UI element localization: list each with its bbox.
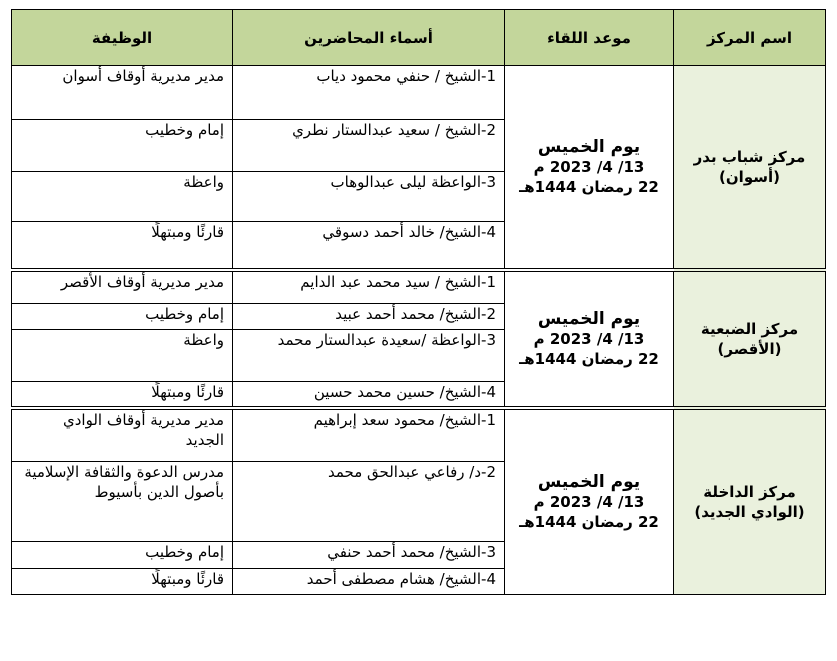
date-hijri: 22 رمضان 1444هـ [519, 512, 659, 531]
lecturer-name: 2-د/ رفاعي عبدالحق محمد [233, 462, 505, 542]
header-names: أسماء المحاضرين [233, 10, 505, 66]
date-cell [505, 66, 674, 270]
lecturer-name: 1-الشيخ / سيد محمد عبد الدايم [233, 270, 505, 304]
lecturer-job: قارئًا ومبتهلًا [12, 569, 233, 595]
center-name: مركز الضبعية [700, 319, 799, 338]
center-name: مركز الداخلة [703, 482, 796, 501]
table-row [12, 66, 826, 120]
center-governorate: (الأقصر) [717, 339, 782, 358]
lecturer-job: إمام وخطيب [12, 304, 233, 330]
header-date: موعد اللقاء [505, 10, 674, 66]
center-governorate: (الوادي الجديد) [694, 502, 805, 521]
date-cell [505, 270, 674, 408]
date-day: يوم الخميس [537, 308, 641, 329]
lecturer-name: 2-الشيخ/ محمد أحمد عبيد [233, 304, 505, 330]
lecturer-name: 4-الشيخ/ خالد أحمد دسوقي [233, 222, 505, 270]
lecturer-job: مدير مديرية أوقاف الأقصر [12, 270, 233, 304]
lecturer-job: إمام وخطيب [12, 120, 233, 172]
date-hijri: 22 رمضان 1444هـ [519, 177, 659, 196]
lecturer-job: واعظة [12, 330, 233, 382]
center-cell [674, 270, 826, 408]
header-center: اسم المركز [674, 10, 826, 66]
lecturer-name: 1-الشيخ / حنفي محمود دياب [233, 66, 505, 120]
lecturer-name: 4-الشيخ/ هشام مصطفى أحمد [233, 569, 505, 595]
date-gregorian: 13/ 4/ 2023 م [533, 492, 645, 511]
lecturer-job: قارئًا ومبتهلًا [12, 382, 233, 408]
date-day: يوم الخميس [537, 471, 641, 492]
schedule-table [11, 9, 826, 595]
center-cell [674, 408, 826, 595]
lecturer-name: 3-الواعظة ليلى عبدالوهاب [233, 172, 505, 222]
lecturer-job: إمام وخطيب [12, 542, 233, 569]
date-hijri: 22 رمضان 1444هـ [519, 349, 659, 368]
lecturer-job: مدير مديرية أوقاف أسوان [12, 66, 233, 120]
table-row [12, 270, 826, 304]
lecturer-name: 4-الشيخ/ حسين محمد حسين [233, 382, 505, 408]
lecturer-job: واعظة [12, 172, 233, 222]
lecturer-job: مدير مديرية أوقاف الوادي الجديد [12, 408, 233, 462]
center-name: مركز شباب بدر [693, 147, 806, 166]
table-row [12, 408, 826, 462]
date-cell [505, 408, 674, 595]
header-job: الوظيفة [12, 10, 233, 66]
lecturer-name: 2-الشيخ / سعيد عبدالستار نطري [233, 120, 505, 172]
date-gregorian: 13/ 4/ 2023 م [533, 157, 645, 176]
date-day: يوم الخميس [537, 136, 641, 157]
lecturer-name: 3-الواعظة /سعيدة عبدالستار محمد [233, 330, 505, 382]
center-cell [674, 66, 826, 270]
header-row [12, 10, 826, 66]
lecturer-name: 1-الشيخ/ محمود سعد إبراهيم [233, 408, 505, 462]
center-governorate: (أسوان) [719, 167, 780, 186]
lecturer-job: مدرس الدعوة والثقافة الإسلامية بأصول الدين بأسيوط [12, 462, 233, 542]
lecturer-name: 3-الشيخ/ محمد أحمد حنفي [233, 542, 505, 569]
date-gregorian: 13/ 4/ 2023 م [533, 329, 645, 348]
lecturer-job: قارئًا ومبتهلًا [12, 222, 233, 270]
